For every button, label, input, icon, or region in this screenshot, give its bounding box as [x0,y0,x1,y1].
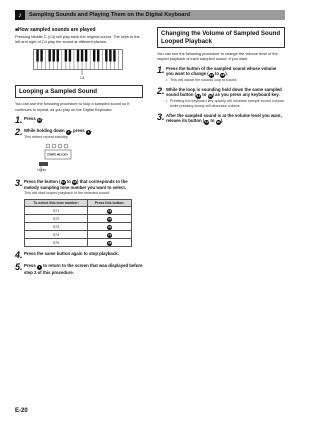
step-number: 5. [15,262,23,273]
step-bullet: • Pressing the keyboard key quickly will increase sample sound volume, while pressing slowly will decrease volume. [166,99,285,109]
right-column [157,27,285,125]
table-row [25,223,132,231]
table-row [25,239,132,247]
tone-number: 573 [25,223,88,231]
step-title: Press 4 to return to the screen that was displayed before step 2 of this procedure. [24,263,143,275]
loop-step-1 [15,116,143,124]
tone-number: 572 [25,215,88,223]
volume-step-2 [157,87,285,109]
black-key [65,49,67,61]
tone-number: 575 [25,239,88,247]
step-note: This enters repeat standby. [24,134,69,139]
black-key [69,49,71,61]
step-title: Press the button (14 to 18) that corresponds to the melody sampling tone number you want to select. [24,178,128,191]
button-key-icon: 14 [196,93,201,98]
tone-number: 571 [25,207,88,215]
left-column [15,27,143,275]
loop-step-2 [15,128,143,140]
button-key-icon: 18 [216,119,220,124]
button-key-icon: 17 [108,232,112,237]
button-key-icon: 14 [205,119,209,124]
button-key-icon: 18 [221,72,225,77]
step-bullet: • This will cause the sounds loop to sound. [166,78,285,83]
black-key [93,49,95,61]
page-number: E-20 [15,408,28,414]
keyboard-note-icon: ♪ [15,10,25,20]
black-key [36,49,38,61]
c4-label: C4 [80,75,85,80]
volume-step-3 [157,113,285,125]
table-row [25,215,132,223]
step-number: 3. [15,177,23,188]
volume-section-title: Changing the Volume of Sampled Sound Looped Playback [161,30,281,45]
button-key-icon: 14 [209,72,213,77]
looping-intro: You can use the following procedure to loop a sampled sound so it continues to repeat, as you play on the Digital Keyboard. [15,101,130,112]
how-sampled-text: Pressing Middle C (C4) will play back the original sound. The keys to the left and right of C4 play the sound at different pitches. [15,34,140,45]
lights-label: Lights [37,167,47,172]
button-key-icon: 10 [37,117,42,122]
step-title: While the loop is sounding hold down the same sampled sound button (14 to 18) as you press any keyboard key. [166,86,282,98]
volume-intro: You can use the following procedure to change the volume level of the looped playback of each sampled sound, if you want. [157,51,278,62]
tone-number: 574 [25,231,88,239]
black-key [57,49,59,61]
loop-step-5 [15,263,143,275]
step-title: Press the button of the sampled sound whose volume you want to change (14 to 18). [166,65,277,77]
tone-button-table [24,199,132,248]
step-number: 2. [157,85,165,96]
step-note: This will start looped playback of the selected sound. [24,190,111,195]
volume-section-header [157,27,285,48]
loop-step-4 [15,251,143,259]
black-key [105,49,107,61]
keyboard-illustration [33,49,123,79]
panel-label-tempo: TEMPO [47,153,57,157]
button-key-icon: 18 [72,180,77,185]
button-key-icon: 1 [87,129,90,134]
table-header: To select this tone number: [25,199,88,207]
panel-illustration [37,143,97,175]
button-key-icon: 15 [108,216,112,221]
panel-label-melody: MELODY [57,153,69,157]
looping-section-header [15,85,143,99]
black-key [85,49,87,61]
step-number: 3. [157,111,165,122]
page-header [15,10,285,20]
keyboard-keys [33,49,123,76]
how-sampled-title: ■How sampled sounds are played [15,27,96,33]
header-title: Sampling Sounds and Playing Them on the Digital Keyboard [29,12,190,18]
table-row [25,231,132,239]
step-number: 4. [15,250,23,261]
button-key-icon: 18 [208,93,212,98]
step-title: Press the same button again to stop playback. [24,251,119,257]
step-title: While holding down 4 , press 1 . [24,128,93,134]
volume-step-1 [157,66,285,83]
button-key-icon: 18 [108,240,112,245]
button-key-icon: 4 [67,129,70,134]
black-key [97,49,99,61]
loop-step-3 [15,179,143,196]
black-key [77,49,79,61]
button-key-icon: 14 [108,208,112,213]
black-key [40,49,42,61]
step-number: 1. [15,115,23,126]
button-key-icon: 16 [108,224,112,229]
step-title: Press 10. [24,116,44,122]
table-header: Press this button: [88,199,132,207]
button-key-icon: 14 [61,180,65,185]
black-key [48,49,50,61]
table-row [25,207,132,215]
black-key [109,49,111,61]
black-key [53,49,55,61]
looping-section-title: Looping a Sampled Sound [19,87,98,95]
black-key [81,49,83,61]
button-key-icon: 4 [38,264,41,269]
black-key [113,49,115,61]
step-number: 2. [15,127,23,138]
step-title: After the sampled sound is at the volume level you want, release its button (14 to 18). [166,112,282,124]
step-number: 1. [157,64,165,75]
